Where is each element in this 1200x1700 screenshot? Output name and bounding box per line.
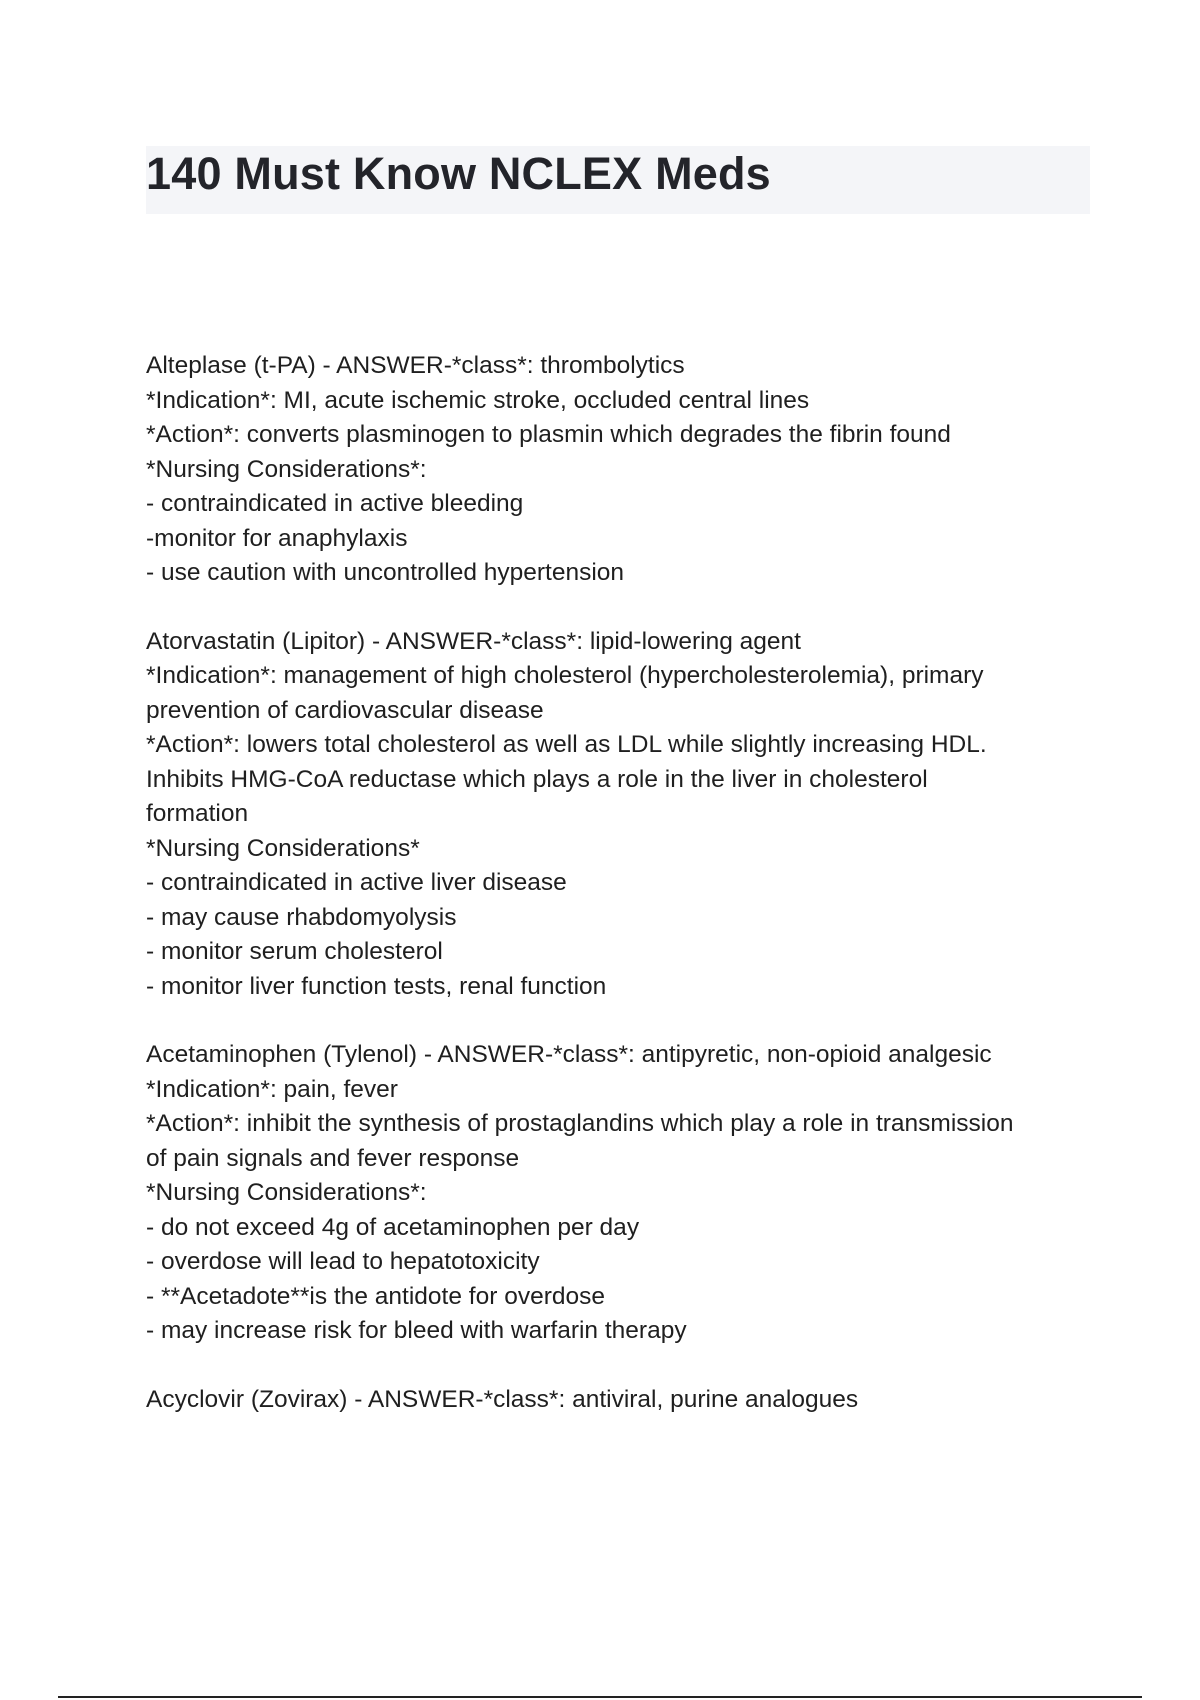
entry-line: *Nursing Considerations*: bbox=[146, 1179, 427, 1206]
entry-line: - may cause rhabdomyolysis bbox=[146, 903, 457, 931]
entry-line: *Nursing Considerations*: bbox=[146, 455, 427, 483]
entry-line: of pain signals and fever response bbox=[146, 1144, 520, 1172]
entry-line: -monitor for anaphylaxis bbox=[146, 524, 408, 552]
page-title: 140 Must Know NCLEX Meds bbox=[146, 148, 771, 199]
entry-line: *Indication*: pain, fever bbox=[146, 1075, 398, 1103]
page-bottom-rule bbox=[58, 1696, 1142, 1698]
document-body bbox=[146, 349, 1090, 1451]
entry-line: *Action*: lowers total cholesterol as well as LDL while slightly increasing HDL. bbox=[146, 731, 987, 758]
entry-line: Acyclovir (Zovirax) - ANSWER-*class*: antiviral, purine analogues bbox=[146, 1385, 859, 1413]
entry-line: - contraindicated in active liver disease bbox=[146, 869, 567, 896]
entry-line: Inhibits HMG-CoA reductase which plays a role in the liver in cholesterol bbox=[146, 765, 928, 793]
entry-line: - contraindicated in active bleeding bbox=[146, 490, 524, 517]
entry-line: Acetaminophen (Tylenol) - ANSWER-*class*: antipyretic, non-opioid analgesic bbox=[146, 1041, 992, 1068]
drug-entry-atorvastatin bbox=[146, 625, 1090, 1005]
entry-line: *Indication*: MI, acute ischemic stroke, occluded central lines bbox=[146, 386, 810, 414]
entry-line: *Action*: inhibit the synthesis of prostaglandins which play a role in transmission bbox=[146, 1110, 1014, 1137]
entry-line: - monitor serum cholesterol bbox=[146, 938, 443, 965]
entry-line: - monitor liver function tests, renal function bbox=[146, 972, 607, 1000]
entry-line: Atorvastatin (Lipitor) - ANSWER-*class*: lipid-lowering agent bbox=[146, 627, 801, 655]
entry-line: *Nursing Considerations* bbox=[146, 834, 420, 862]
entry-line: - may increase risk for bleed with warfarin therapy bbox=[146, 1317, 687, 1344]
drug-entry-alteplase bbox=[146, 349, 1090, 591]
entry-line: *Action*: converts plasminogen to plasmin which degrades the fibrin found bbox=[146, 421, 951, 448]
entry-line: Alteplase (t-PA) - ANSWER-*class*: thrombolytics bbox=[146, 352, 685, 379]
drug-entry-acetaminophen bbox=[146, 1038, 1090, 1349]
entry-line: formation bbox=[146, 800, 249, 827]
entry-line: prevention of cardiovascular disease bbox=[146, 696, 544, 724]
entry-line: - overdose will lead to hepatotoxicity bbox=[146, 1248, 540, 1275]
drug-entry-acyclovir bbox=[146, 1383, 1090, 1418]
entry-line: - do not exceed 4g of acetaminophen per day bbox=[146, 1213, 640, 1241]
entry-line: - **Acetadote**is the antidote for overdose bbox=[146, 1282, 605, 1310]
entry-line: - use caution with uncontrolled hypertension bbox=[146, 559, 625, 586]
entry-line: *Indication*: management of high cholesterol (hypercholesterolemia), primary bbox=[146, 662, 984, 689]
